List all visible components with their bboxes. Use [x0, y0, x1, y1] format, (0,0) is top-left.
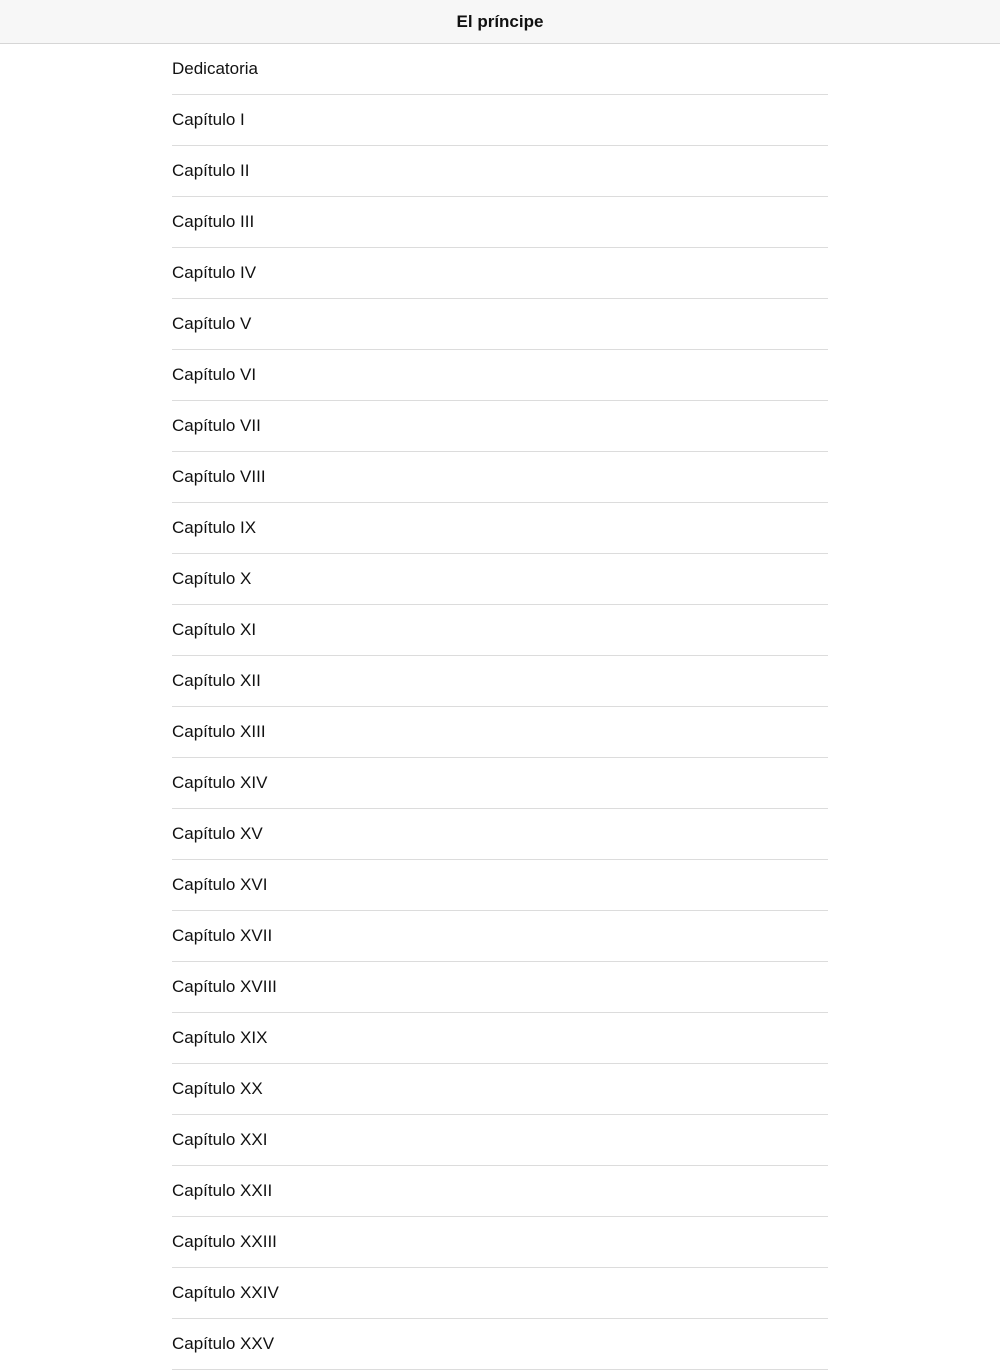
- chapter-item-17[interactable]: [172, 911, 828, 962]
- chapter-label: Capítulo XVII: [172, 926, 273, 945]
- chapter-label: Capítulo XX: [172, 1079, 263, 1098]
- chapter-item-7[interactable]: [172, 401, 828, 452]
- chapter-label: Capítulo IV: [172, 263, 257, 282]
- chapter-label: Capítulo XII: [172, 671, 261, 690]
- chapter-item-1[interactable]: [172, 95, 828, 146]
- chapter-label: Capítulo X: [172, 569, 252, 588]
- navigation-bar: [0, 0, 1000, 44]
- chapter-label: Capítulo XXI: [172, 1130, 268, 1149]
- chapter-item-12[interactable]: [172, 656, 828, 707]
- chapter-label: Capítulo XXV: [172, 1334, 275, 1353]
- chapter-label: Capítulo XVI: [172, 875, 268, 894]
- chapter-label: Capítulo IX: [172, 518, 257, 537]
- chapter-label: Capítulo III: [172, 212, 255, 231]
- chapter-label: Capítulo XVIII: [172, 977, 277, 996]
- chapter-item-13[interactable]: [172, 707, 828, 758]
- chapter-label: Dedicatoria: [172, 59, 258, 78]
- chapter-label: Capítulo XIII: [172, 722, 266, 741]
- chapter-item-4[interactable]: [172, 248, 828, 299]
- chapter-label: Capítulo VI: [172, 365, 257, 384]
- page-title: El príncipe: [456, 11, 544, 31]
- chapter-label: Capítulo V: [172, 314, 252, 333]
- chapter-label: Capítulo VIII: [172, 467, 266, 486]
- chapter-item-10[interactable]: [172, 554, 828, 605]
- chapter-label: Capítulo XXII: [172, 1181, 273, 1200]
- chapter-item-5[interactable]: [172, 299, 828, 350]
- chapter-list: [172, 44, 828, 1353]
- chapter-item-18[interactable]: [172, 962, 828, 1013]
- chapter-item-2[interactable]: [172, 146, 828, 197]
- chapter-item-dedicatoria[interactable]: [172, 44, 828, 95]
- chapter-label: Capítulo XXIII: [172, 1232, 277, 1251]
- chapter-item-16[interactable]: [172, 860, 828, 911]
- chapter-item-24[interactable]: [172, 1268, 828, 1319]
- chapter-label: Capítulo VII: [172, 416, 261, 435]
- chapter-item-25[interactable]: [172, 1319, 828, 1370]
- chapter-item-3[interactable]: [172, 197, 828, 248]
- chapter-label: Capítulo XXIV: [172, 1283, 279, 1302]
- chapter-item-9[interactable]: [172, 503, 828, 554]
- chapter-item-6[interactable]: [172, 350, 828, 401]
- chapter-item-23[interactable]: [172, 1217, 828, 1268]
- chapter-item-21[interactable]: [172, 1115, 828, 1166]
- chapter-label: Capítulo I: [172, 110, 245, 129]
- chapter-label: Capítulo II: [172, 161, 250, 180]
- chapter-item-8[interactable]: [172, 452, 828, 503]
- chapter-label: Capítulo XIV: [172, 773, 268, 792]
- chapter-item-11[interactable]: [172, 605, 828, 656]
- chapter-item-14[interactable]: [172, 758, 828, 809]
- chapter-item-15[interactable]: [172, 809, 828, 860]
- chapter-item-19[interactable]: [172, 1013, 828, 1064]
- chapter-label: Capítulo XV: [172, 824, 263, 843]
- chapter-item-22[interactable]: [172, 1166, 828, 1217]
- chapter-item-20[interactable]: [172, 1064, 828, 1115]
- chapter-label: Capítulo XI: [172, 620, 257, 639]
- chapter-label: Capítulo XIX: [172, 1028, 268, 1047]
